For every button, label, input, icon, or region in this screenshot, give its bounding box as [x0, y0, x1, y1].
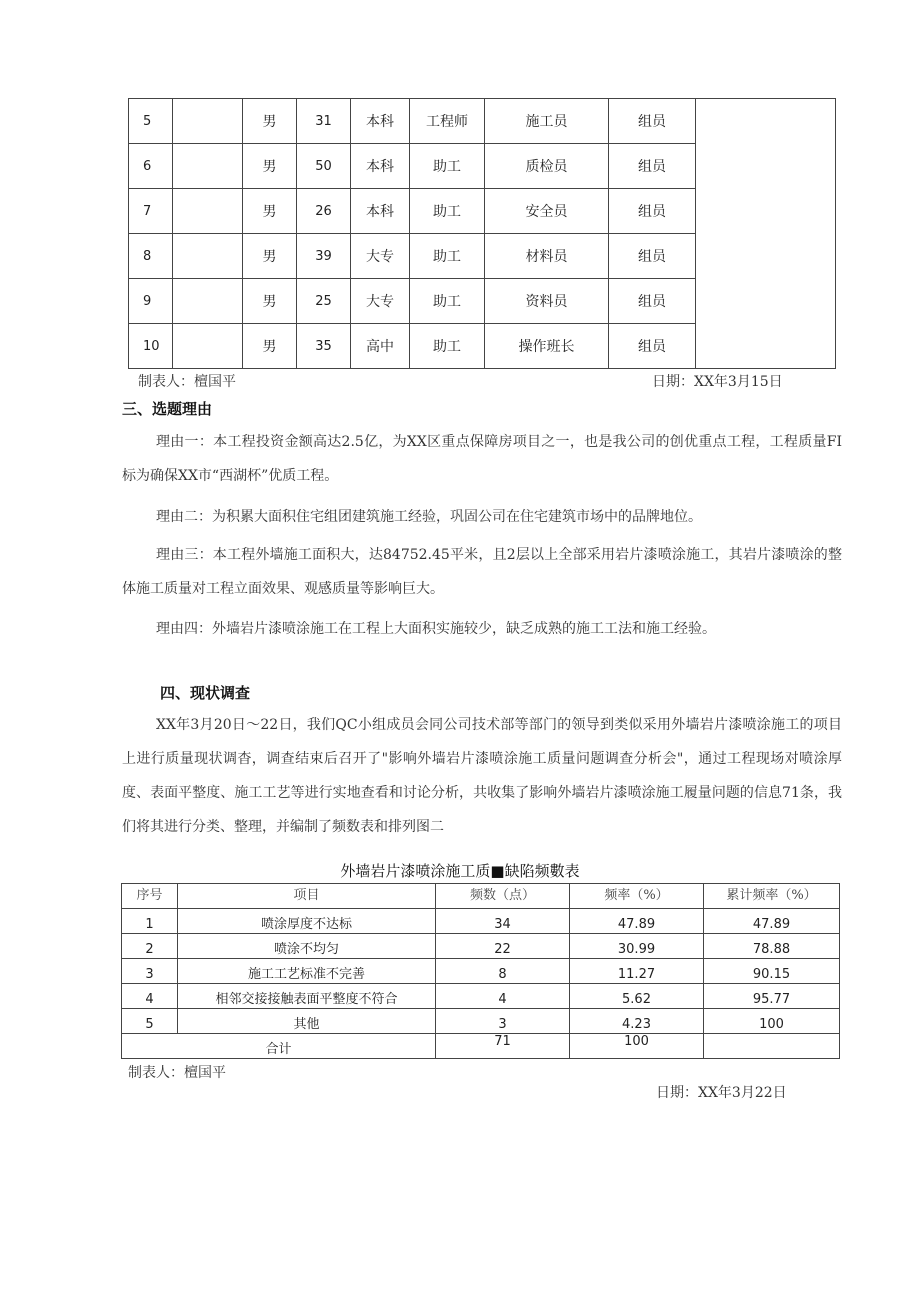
- member-education: 本科: [351, 99, 410, 144]
- freq-row: [122, 1009, 840, 1034]
- member-role: 组员: [609, 324, 696, 369]
- member-table: [128, 98, 836, 369]
- member-note-cell: [696, 99, 836, 369]
- member-title: 助工: [410, 144, 485, 189]
- total-rate: 100: [570, 1034, 704, 1059]
- member-name: [173, 234, 243, 279]
- member-gender: 男: [243, 279, 297, 324]
- freq-count: 22: [436, 934, 570, 959]
- freq-cumulative: 95.77: [704, 984, 840, 1009]
- freq-item: 喷涂厚度不达标: [178, 909, 436, 934]
- freq-row: [122, 959, 840, 984]
- freq-rate: 30.99: [570, 934, 704, 959]
- header-cumulative: 累计频率（%）: [704, 884, 840, 909]
- freq-count: 34: [436, 909, 570, 934]
- freq-rate: 47.89: [570, 909, 704, 934]
- member-no: 8: [129, 234, 173, 279]
- freq-row: [122, 934, 840, 959]
- member-duty: 操作班长: [485, 324, 609, 369]
- freq-no: 3: [122, 959, 178, 984]
- member-table-date: 日期：XX年3月15日: [652, 374, 783, 390]
- member-duty: 资料员: [485, 279, 609, 324]
- member-age: 25: [297, 279, 351, 324]
- member-duty: 质检员: [485, 144, 609, 189]
- freq-cumulative: 78.88: [704, 934, 840, 959]
- member-duty: 材料员: [485, 234, 609, 279]
- freq-cumulative: 47.89: [704, 909, 840, 934]
- member-role: 组员: [609, 234, 696, 279]
- member-name: [173, 189, 243, 234]
- reason-3: 理由三：本工程外墙施工面积大，达84752.45平米，且2层以上全部采用岩片漆喷涂施工，其岩片漆喷涂的整体施工质量对工程立面效果、观感质量等影响巨大。: [122, 547, 842, 597]
- member-gender: 男: [243, 99, 297, 144]
- freq-row: [122, 984, 840, 1009]
- member-title: 工程师: [410, 99, 485, 144]
- freq-count: 8: [436, 959, 570, 984]
- member-age: 39: [297, 234, 351, 279]
- member-row: [129, 99, 836, 144]
- freq-total-row: [122, 1034, 840, 1059]
- member-age: 50: [297, 144, 351, 189]
- freq-cumulative: 90.15: [704, 959, 840, 984]
- member-title: 助工: [410, 189, 485, 234]
- member-name: [173, 99, 243, 144]
- member-role: 组员: [609, 99, 696, 144]
- reason-2: 理由二：为积累大面积住宅组团建筑施工经验，巩固公司在住宅建筑市场中的品牌地位。: [156, 509, 702, 525]
- header-rate: 频率（%）: [570, 884, 704, 909]
- freq-no: 2: [122, 934, 178, 959]
- freq-no: 5: [122, 1009, 178, 1034]
- freq-item: 施工工艺标准不完善: [178, 959, 436, 984]
- member-age: 26: [297, 189, 351, 234]
- freq-count: 3: [436, 1009, 570, 1034]
- total-count: 71: [436, 1034, 570, 1059]
- freq-item: 喷涂不均匀: [178, 934, 436, 959]
- member-education: 本科: [351, 189, 410, 234]
- header-count: 频数（点）: [436, 884, 570, 909]
- member-title: 助工: [410, 324, 485, 369]
- reason-1: 理由一：本工程投资金额高达2.5亿，为XX区重点保障房项目之一，也是我公司的创优重点工程，工程质量FI标为确保XX市“西湖杯”优质工程。: [122, 434, 842, 484]
- freq-row: [122, 909, 840, 934]
- member-title: 助工: [410, 234, 485, 279]
- member-education: 高中: [351, 324, 410, 369]
- freq-rate: 11.27: [570, 959, 704, 984]
- total-label: 合计: [122, 1034, 436, 1059]
- reason-4: 理由四：外墙岩片漆喷涂施工在工程上大面积实施较少，缺乏成熟的施工工法和施工经验。: [156, 621, 716, 637]
- freq-header-row: [122, 884, 840, 909]
- member-gender: 男: [243, 144, 297, 189]
- freq-cumulative: 100: [704, 1009, 840, 1034]
- member-gender: 男: [243, 324, 297, 369]
- section-3-heading: 三、选题理由: [122, 400, 213, 418]
- member-role: 组员: [609, 189, 696, 234]
- header-no: 序号: [122, 884, 178, 909]
- member-education: 本科: [351, 144, 410, 189]
- section-4-heading: 四、现状调查: [160, 684, 251, 702]
- member-name: [173, 144, 243, 189]
- member-education: 大专: [351, 279, 410, 324]
- member-duty: 安全员: [485, 189, 609, 234]
- defect-frequency-table: [121, 883, 840, 1059]
- freq-table-title: 外墙岩片漆喷涂施工质■缺陷频數表: [340, 862, 580, 880]
- member-no: 5: [129, 99, 173, 144]
- survey-paragraph: XX年3月20日～22日，我们QC小组成员会同公司技术部等部门的领导到类似采用外墙岩片漆喷涂施工的项目上进行质量现状调杳，调查结束后召开了"影响外墙岩片漆喷涂施工质量问题调查分析会"，通过工程现场对喷涂厚度、表面平整度、施工工艺等进行实地查看和讨论分析，共收集了影响外墙岩片漆喷涂施工履量问题的信息71条，我们将其进行分类、整理，并编制了频数表和排列图二: [122, 717, 842, 835]
- freq-table-maker: 制表人：檀国平: [128, 1065, 226, 1081]
- member-age: 35: [297, 324, 351, 369]
- member-gender: 男: [243, 234, 297, 279]
- freq-no: 1: [122, 909, 178, 934]
- freq-item: 其他: [178, 1009, 436, 1034]
- member-no: 7: [129, 189, 173, 234]
- member-table-maker: 制表人：檀国平: [138, 374, 236, 390]
- freq-rate: 5.62: [570, 984, 704, 1009]
- total-cumulative-empty: [704, 1034, 840, 1059]
- freq-table-date: 日期：XX年3月22日: [656, 1085, 787, 1101]
- header-item: 项目: [178, 884, 436, 909]
- member-no: 6: [129, 144, 173, 189]
- member-title: 助工: [410, 279, 485, 324]
- member-gender: 男: [243, 189, 297, 234]
- freq-item: 相邻交接接触表面平整度不符合: [178, 984, 436, 1009]
- freq-count: 4: [436, 984, 570, 1009]
- member-role: 组员: [609, 279, 696, 324]
- member-age: 31: [297, 99, 351, 144]
- member-role: 组员: [609, 144, 696, 189]
- member-duty: 施工员: [485, 99, 609, 144]
- member-education: 大专: [351, 234, 410, 279]
- freq-no: 4: [122, 984, 178, 1009]
- member-no: 9: [129, 279, 173, 324]
- member-name: [173, 324, 243, 369]
- member-name: [173, 279, 243, 324]
- freq-rate: 4.23: [570, 1009, 704, 1034]
- member-no: 10: [129, 324, 173, 369]
